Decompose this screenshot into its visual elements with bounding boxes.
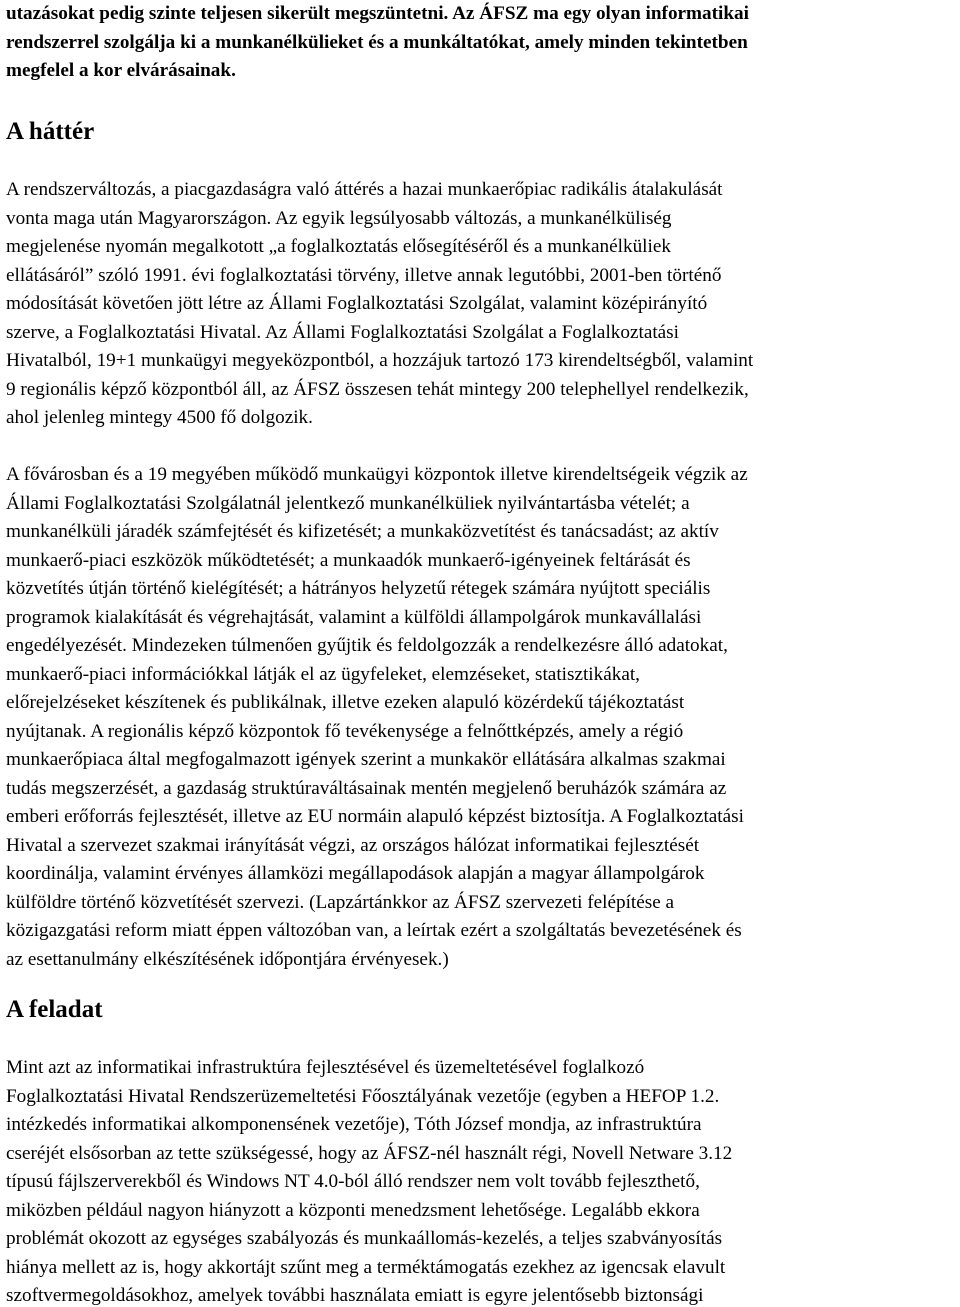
text-line: munkaerő-piaci információkkal látják el az ügyfeleket, elemzéseket, statisztikákat, [6,663,640,685]
text-line: cseréjét elsősorban az tette szükségessé, hogy az ÁFSZ-nél használt régi, Novell Netware 3.12 [6,1142,733,1164]
text-line: 9 regionális képző központból áll, az ÁFSZ összesen tehát mintegy 200 telephellyel rendelkezik, [6,378,749,400]
text-line: hiánya mellett az is, hogy akkortájt szűnt meg a terméktámogatás ezekhez az igencsak elavult [6,1256,726,1278]
section-heading-feladat: A feladat [6,996,103,1023]
text-line: programok kialakítását és végrehajtását, valamint a külföldi állampolgárok munkavállalási [6,606,702,628]
intro-paragraph [6,0,956,86]
text-line: utazásokat pedig szinte teljesen sikerült megszüntetni. Az ÁFSZ ma egy olyan informatikai [6,3,749,24]
text-line: ahol jelenleg mintegy 4500 fő dolgozik. [6,407,313,428]
paragraph [6,176,956,433]
text-line: munkaerőpiaca által megfogalmazott igények szerint a munkakör ellátására alkalmas szakmai [6,749,726,770]
paragraph [6,1054,956,1307]
section-heading-hatter: A háttér [6,118,95,145]
text-line: munkaerő-piaci eszközök működtetését; a munkaadók munkaerő-igényeinek feltárását és [6,549,691,571]
text-line: A fővárosban és a 19 megyében működő munkaügyi központok illetve kirendeltségeik végzik az [6,464,748,485]
text-line: vonta maga után Magyarországon. Az egyik legsúlyosabb változás, a munkanélküliség [6,207,672,229]
text-line: előrejelzéseket készítenek és publikálnak, illetve ezeken alapuló közérdekű tájékoztatást [6,692,685,713]
text-line: Hivatalból, 19+1 munkaügyi megyeközpontból, a hozzájuk tartozó 173 kirendeltségből, valamint [6,350,754,371]
text-line: Foglalkoztatási Hivatal Rendszerüzemeltetési Főosztályának vezetője (egyben a HEFOP 1.2. [6,1085,720,1107]
text-line: koordinálja, valamint érvényes államközi megállapodások alapján a magyar állampolgárok [6,863,705,884]
text-line: megfelel a kor elvárásainak. [6,60,236,81]
text-line: Mint azt az informatikai infrastruktúra fejlesztésével és üzemeltetésével foglalkozó [6,1057,645,1078]
text-line: szerve, a Foglalkoztatási Hivatal. Az Állami Foglalkoztatási Szolgálat a Foglalkoztatási [6,321,679,343]
text-line: miközben például nagyon hiányzott a központi menedzsment lehetősége. Legalább ekkora [6,1199,700,1221]
text-line: intézkedés informatikai alkomponensének vezetője), Tóth József mondja, az infrastruktúra [6,1114,702,1135]
text-line: nyújtanak. A regionális képző központok fő tevékenysége a felnőttképzés, amely a régió [6,720,684,742]
text-line: rendszerrel szolgálja ki a munkanélkülieket és a munkáltatókat, amely minden tekintetben [6,31,748,53]
paragraph [6,461,956,974]
text-line: az esettanulmány elkészítésének időpontjára érvényesek.) [6,948,449,970]
text-line: külföldre történő közvetítését szervezi. (Lapzártánkkor az ÁFSZ szervezeti felépítése a [6,891,675,913]
text-line: közvetítés útján történő kielégítését; a hátrányos helyzetű rétegek számára nyújtott speciális [6,578,711,599]
text-line: Hivatal a szervezet szakmai irányítását végzi, az országos hálózat informatikai fejlesztését [6,834,700,856]
text-line: közigazgatási reform miatt éppen változóban van, a leírtak ezért a szolgáltatás bevezetésének és [6,920,742,941]
text-line: problémát okozott az egységes szabályozás és munkaállomás-kezelés, a teljes szabványosítás [6,1228,723,1249]
text-line: ellátásáról” szóló 1991. évi foglalkoztatási törvény, illetve annak legutóbbi, 2001-ben történő [6,264,722,286]
text-line: megjelenése nyomán megalkotott „a foglalkoztatás elősegítéséről és a munkanélküliek [6,236,671,257]
text-line: Állami Foglalkoztatási Szolgálatnál jelentkező munkanélküliek nyilvántartásba vételét; a [6,492,690,514]
text-line: engedélyezését. Mindezeken túlmenően gyűjtik és feldolgozzák a rendelkezésre álló adatokat, [6,635,728,656]
text-line: módosítását követően jött létre az Állami Foglalkoztatási Szolgálat, valamint középirányító [6,293,708,314]
text-line: A rendszerváltozás, a piacgazdaságra való áttérés a hazai munkaerőpiac radikális átalakulását [6,179,723,200]
text-line: típusú fájlszerverekből és Windows NT 4.0-ból álló rendszer nem volt tovább fejleszthető, [6,1171,700,1192]
text-line: tudás megszerzését, a gazdaság struktúraváltásainak mentén megjelenő beruházók számára az [6,777,727,799]
text-line: munkanélküli járadék számfejtését és kifizetését; a munkaközvetítést és tanácsadást; az aktív [6,521,719,542]
text-line: emberi erőforrás fejlesztését, illetve az EU normáin alapuló képzést biztosítja. A Foglalkoztatási [6,806,744,827]
text-line: szoftvermegoldásokhoz, amelyek további használata emiatt is egyre jelentősebb biztonsági [6,1285,704,1306]
